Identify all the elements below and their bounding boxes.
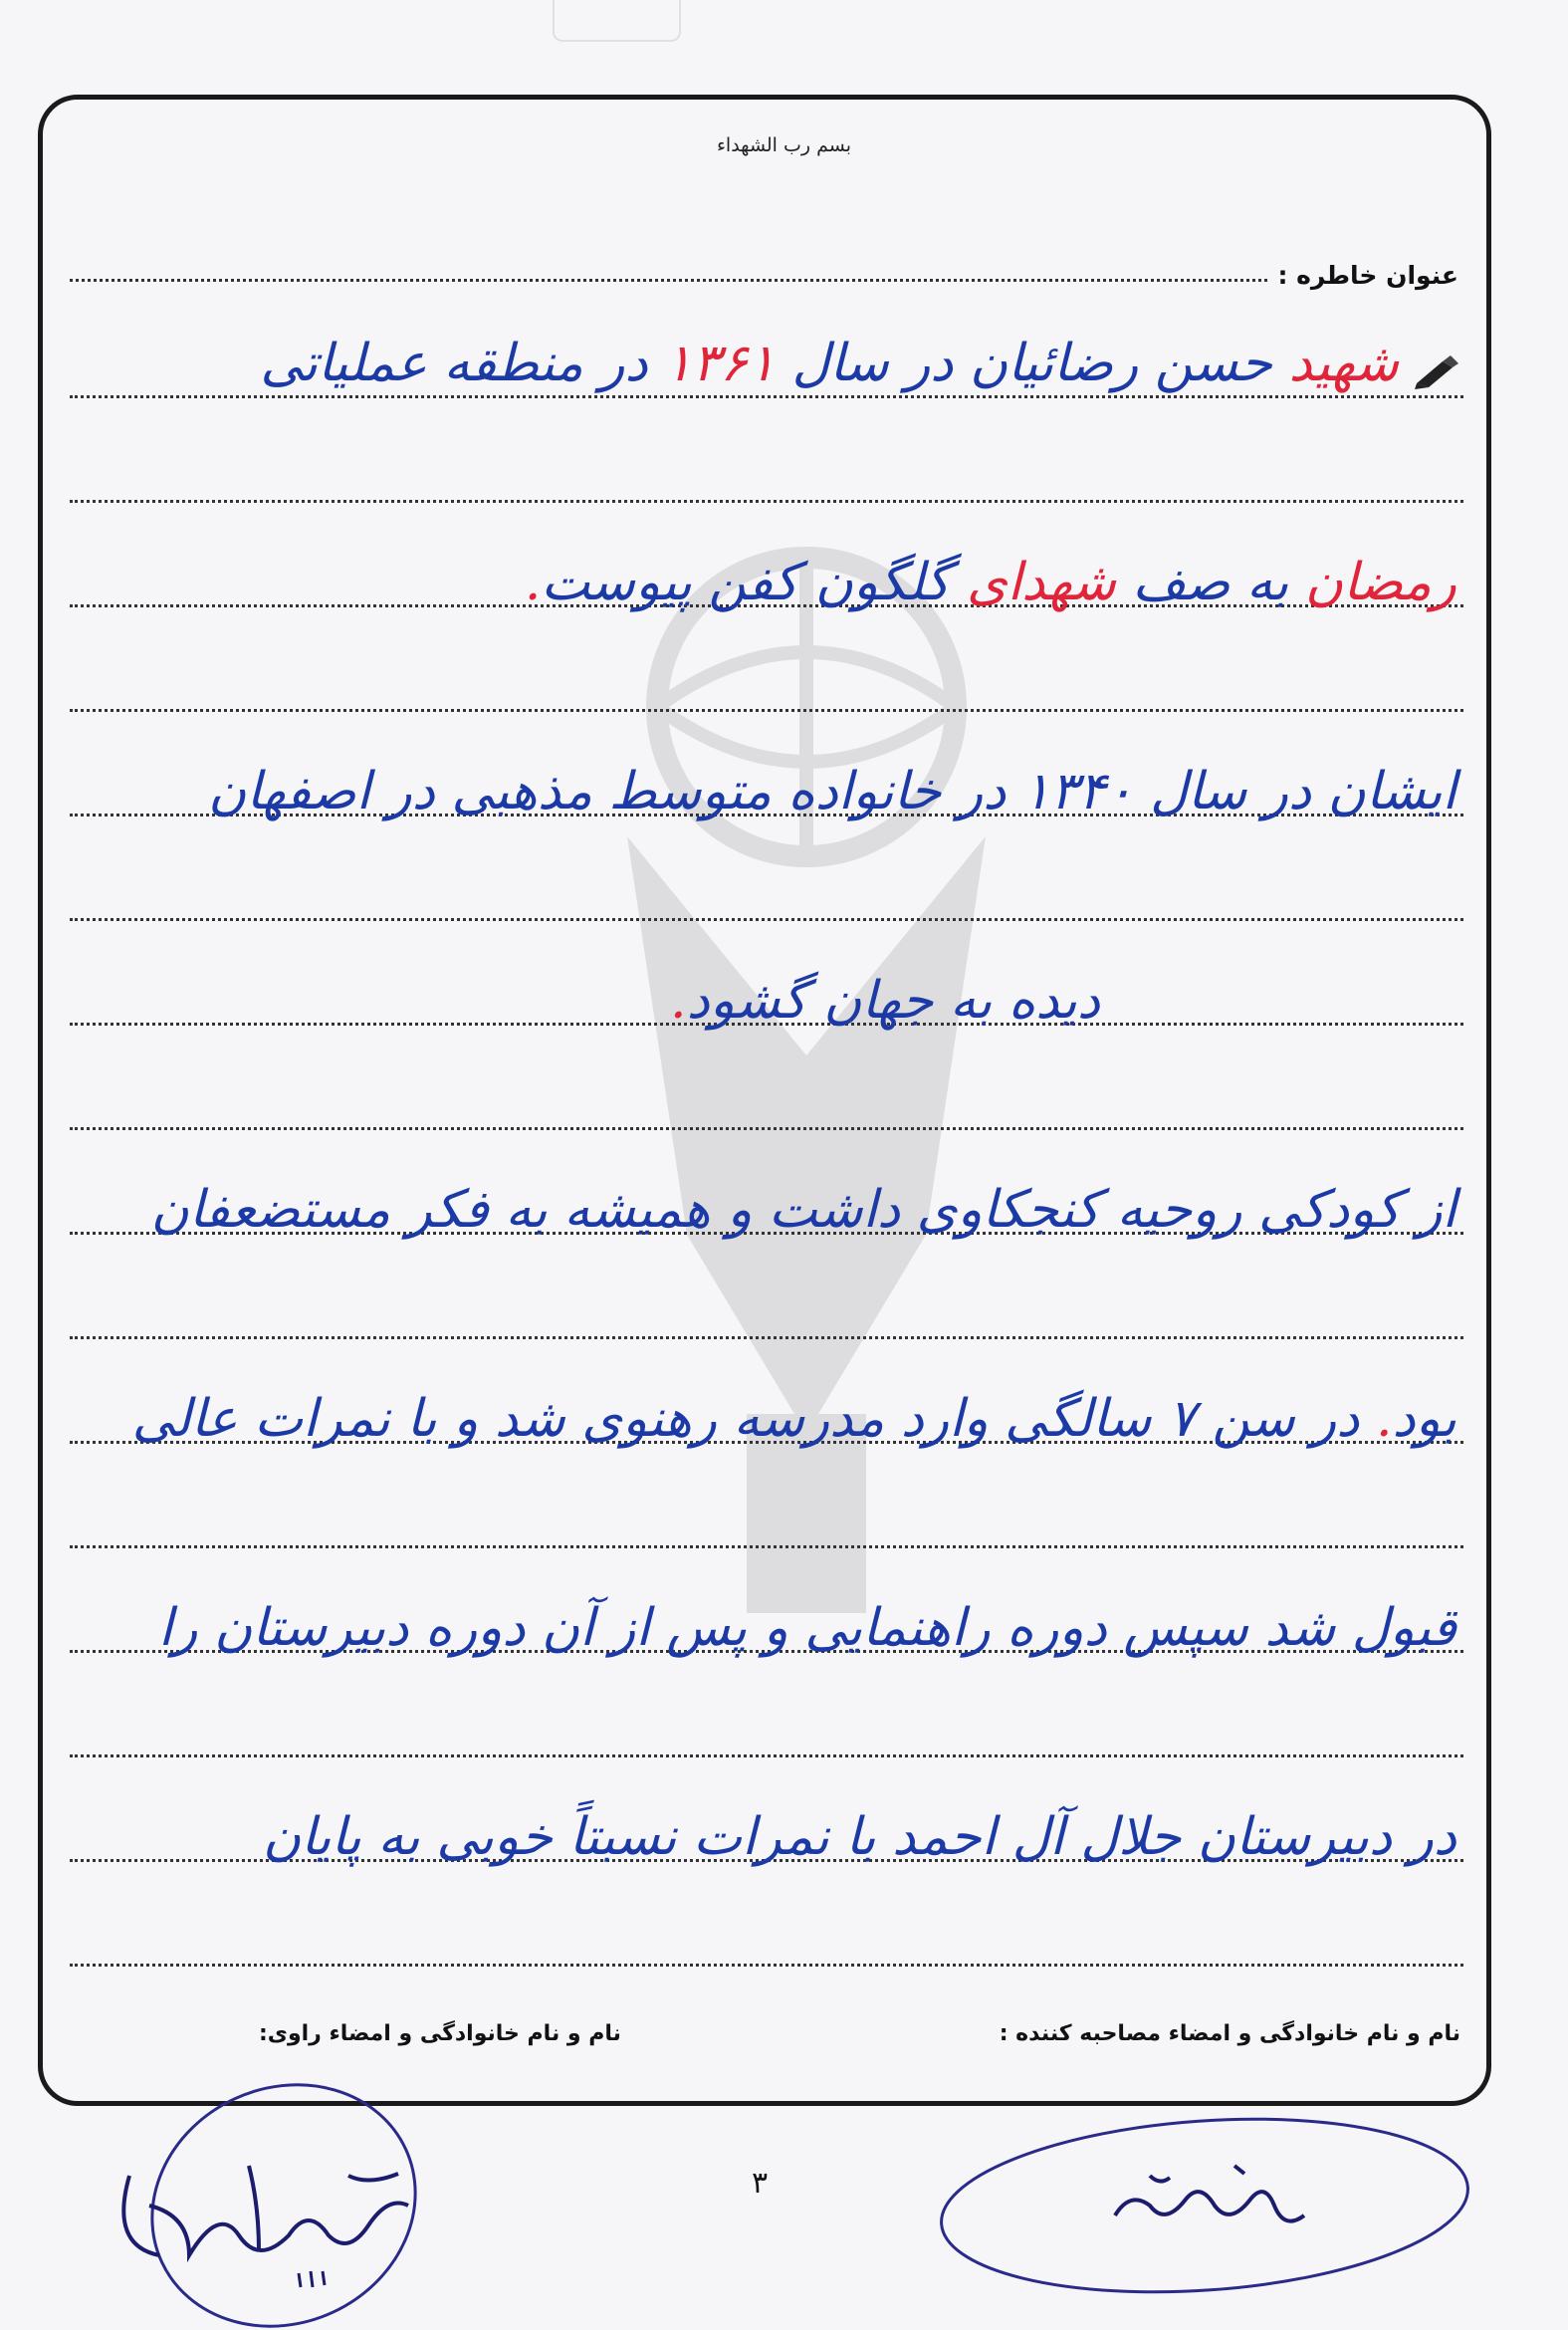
- page-number: ۳: [752, 2166, 769, 2201]
- handwritten-segment: در منطقه عملیاتی: [260, 334, 665, 393]
- ruled-line: [70, 395, 1463, 398]
- handwritten-segment: حسن رضائیان در سال: [775, 334, 1289, 393]
- handwritten-segment: بود: [1392, 1389, 1456, 1449]
- handwritten-segment: .: [524, 553, 542, 612]
- handwritten-line: [260, 334, 1399, 393]
- handwritten-segment: از کودکی روحیه کنجکاوی داشت و همیشه به فکر مستضعفان: [150, 1180, 1456, 1240]
- title-label: عنوان خاطره :: [1277, 261, 1458, 290]
- handwritten-line: [525, 553, 1456, 612]
- handwritten-segment: گلگون کفن پیوست: [541, 553, 967, 612]
- handwritten-line: [158, 1598, 1456, 1658]
- ruled-line: [70, 500, 1463, 503]
- title-dotted-line: [70, 271, 1267, 282]
- writing-hand-icon: [1413, 353, 1460, 393]
- ruled-line: [70, 1545, 1463, 1548]
- ruled-line: [70, 918, 1463, 921]
- handwritten-segment: شهدای: [967, 553, 1116, 612]
- handwritten-line: [263, 1807, 1456, 1867]
- handwritten-line: [132, 1389, 1456, 1449]
- handwritten-line: [670, 971, 1100, 1031]
- handwritten-segment: به صف: [1115, 553, 1305, 612]
- handwritten-segment: رمضان: [1304, 553, 1456, 612]
- handwritten-line: [208, 762, 1456, 821]
- ruled-line: [70, 1964, 1463, 1967]
- handwritten-segment: شهید: [1288, 334, 1399, 393]
- bismillah-header: بسم رب الشهداء: [717, 134, 851, 156]
- handwritten-segment: ۱۳۶۱: [664, 334, 776, 393]
- top-stamp: [553, 0, 681, 42]
- handwritten-segment: .: [670, 971, 687, 1031]
- ruled-line: [70, 1754, 1463, 1757]
- interviewer-signature-label: نام و نام خانوادگی و امضاء مصاحبه کننده :: [999, 2021, 1460, 2046]
- handwritten-segment: در سن ۷ سالگی وارد مدرسه رهنوی شد و با نمرات عالی: [131, 1389, 1376, 1449]
- handwritten-segment: دیده به جهان گشود: [686, 971, 1100, 1031]
- handwritten-segment: قبول شد سپس دوره راهنمایی و پس از آن دوره دبیرستان را: [157, 1598, 1456, 1658]
- handwritten-segment: .: [1375, 1389, 1393, 1449]
- handwritten-segment: ایشان در سال ۱۳۴۰ در خانواده متوسط مذهبی در اصفهان: [208, 762, 1456, 821]
- memoir-title-row: [70, 254, 1458, 290]
- handwritten-line: [151, 1180, 1456, 1240]
- ruled-line: [70, 709, 1463, 712]
- handwritten-segment: در دبیرستان جلال آل احمد با نمرات نسبتاً خوبی به پایان: [262, 1807, 1456, 1867]
- ruled-line: [70, 1336, 1463, 1339]
- ruled-line: [70, 1127, 1463, 1130]
- interviewer-signature-icon: [916, 2096, 1483, 2315]
- narrator-signature-label: نام و نام خانوادگی و امضاء راوی:: [259, 2021, 621, 2046]
- narrator-signature-icon: [100, 2056, 478, 2330]
